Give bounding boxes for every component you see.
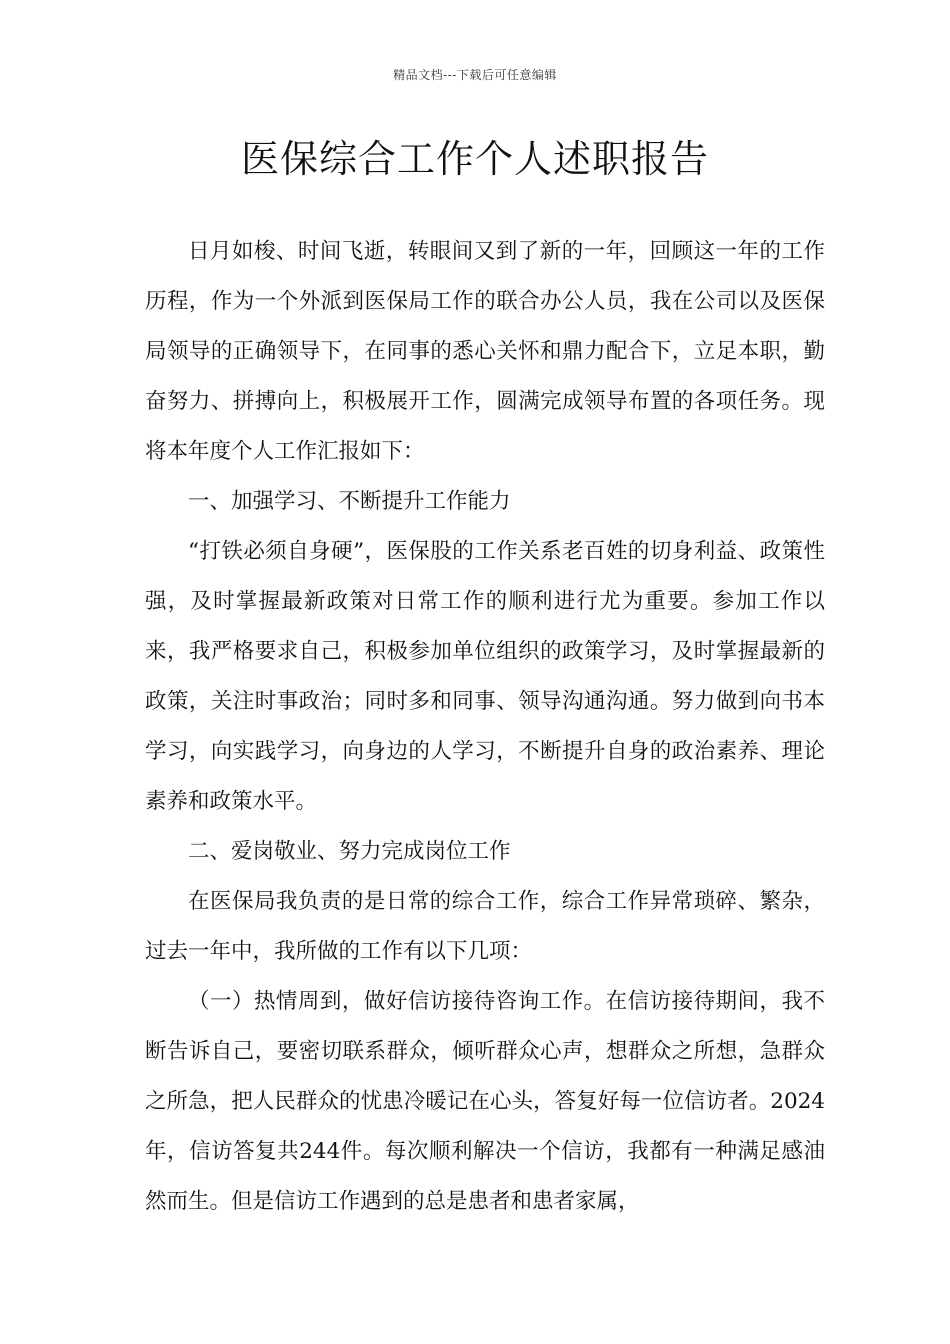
paragraph-section-2: 在医保局我负责的是日常的综合工作，综合工作异常琐碎、繁杂，过去一年中，我所做的工作有以下几项： bbox=[145, 889, 825, 964]
document-body bbox=[145, 227, 825, 1227]
section-heading-2: 二、爱岗敬业、努力完成岗位工作 bbox=[188, 839, 511, 864]
paragraph-section-1: “打铁必须自身硬”，医保股的工作关系老百姓的切身利益、政策性强，及时掌握最新政策对日常工作的顺利进行尤为重要。参加工作以来，我严格要求自己，积极参加单位组织的政策学习，及时掌握最新的政策，关注时事政治；同时多和同事、领导沟通沟通。努力做到向书本学习，向实践学习，向身边的人学习，不断提升自身的政治素养、理论素养和政策水平。 bbox=[145, 539, 825, 814]
document-title: 医保综合工作个人述职报告 bbox=[240, 137, 709, 181]
header-note: 精品文档---下载后可任意编辑 bbox=[393, 68, 557, 82]
paragraph-intro: 日月如梭、时间飞逝，转眼间又到了新的一年，回顾这一年的工作历程，作为一个外派到医保局工作的联合办公人员，我在公司以及医保局领导的正确领导下，在同事的悉心关怀和鼎力配合下，立足本职，勤奋努力、拼搏向上，积极展开工作，圆满完成领导布置的各项任务。现将本年度个人工作汇报如下： bbox=[145, 239, 825, 464]
section-heading-1: 一、加强学习、不断提升工作能力 bbox=[188, 489, 511, 514]
paragraph-subsection-1: （一）热情周到，做好信访接待咨询工作。在信访接待期间，我不断告诉自己，要密切联系群众，倾听群众心声，想群众之所想，急群众之所急，把人民群众的忧患冷暖记在心头，答复好每一位信访者。2024年，信访答复共244件。每次顺利解决一个信访，我都有一种满足感油然而生。但是信访工作遇到的总是患者和患者家属， bbox=[145, 989, 825, 1214]
